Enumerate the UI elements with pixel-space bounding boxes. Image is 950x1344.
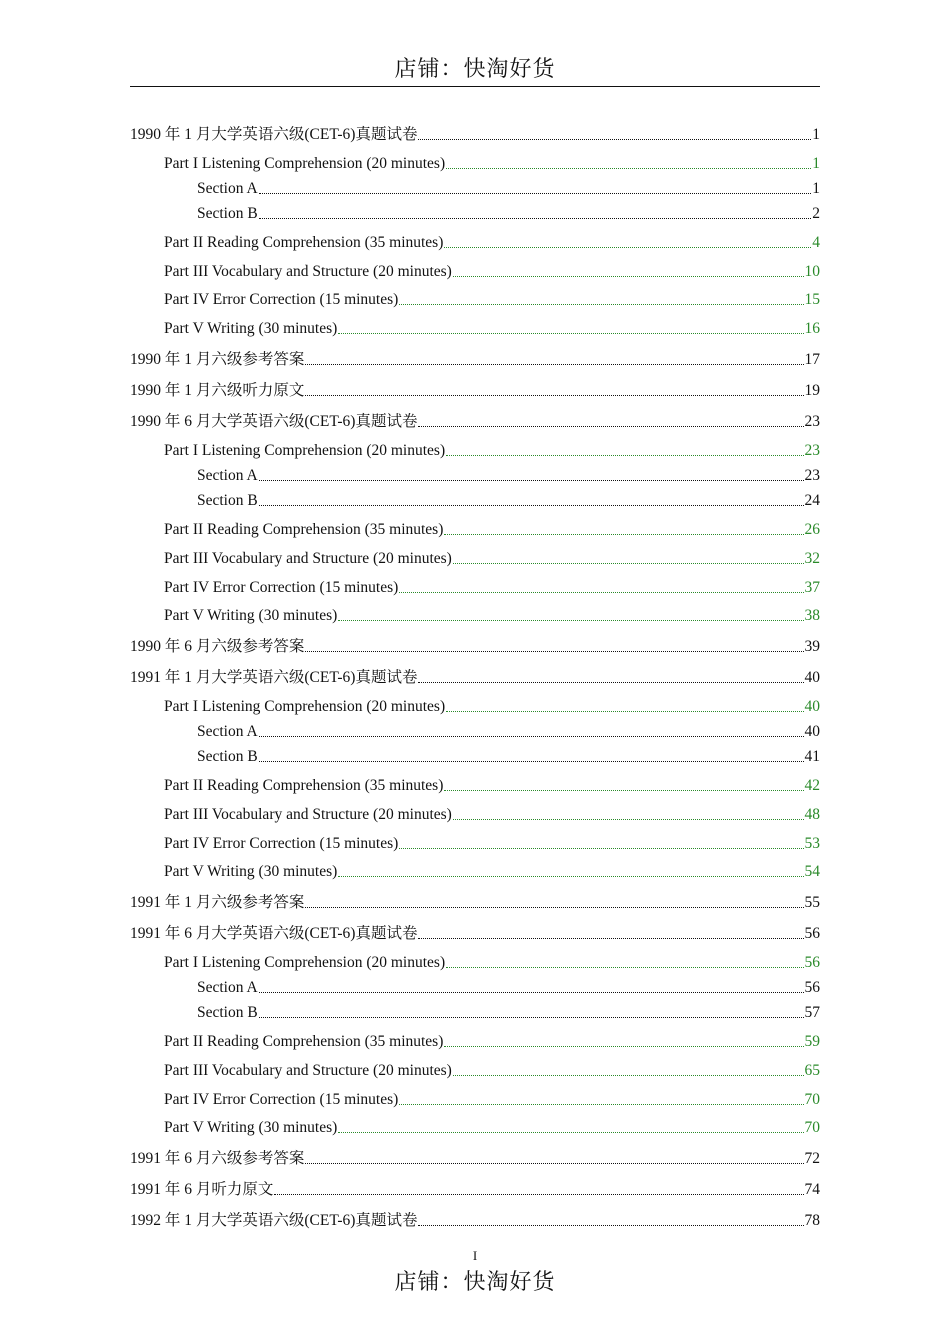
toc-entry-page: 78 <box>804 1212 820 1230</box>
toc-entry[interactable] <box>130 632 820 656</box>
toc-entry-title: Section A <box>197 979 258 997</box>
toc-dot-leader <box>259 1017 804 1018</box>
toc-entry-page: 24 <box>804 492 820 510</box>
toc-entry[interactable] <box>130 228 820 252</box>
toc-entry-title: 1990 年 6 月大学英语六级(CET-6)真题试卷 <box>130 413 418 431</box>
toc-entry-page: 56 <box>804 925 820 943</box>
toc-dot-leader <box>444 1046 803 1047</box>
header-rule <box>130 86 820 87</box>
toc-entry-title: Section B <box>197 748 258 766</box>
toc-entry-page: 57 <box>804 1004 820 1022</box>
toc-dot-leader <box>418 139 811 140</box>
toc-entry[interactable] <box>130 663 820 687</box>
toc-dot-leader <box>305 1163 803 1164</box>
toc-entry-title: Section B <box>197 1004 258 1022</box>
toc-entry-title: 1991 年 1 月六级参考答案 <box>130 894 305 912</box>
toc-dot-leader <box>305 395 803 396</box>
toc-entry-page: 59 <box>804 1033 820 1051</box>
toc-entry-page: 23 <box>804 413 820 431</box>
toc-entry[interactable] <box>130 174 820 198</box>
toc-entry-title: 1990 年 1 月大学英语六级(CET-6)真题试卷 <box>130 126 418 143</box>
toc-entry[interactable] <box>130 314 820 338</box>
toc-entry[interactable] <box>130 1113 820 1137</box>
toc-entry-title: Part III Vocabulary and Structure (20 minutes) <box>164 549 452 567</box>
toc-entry[interactable] <box>130 601 820 625</box>
toc-dot-leader <box>259 761 804 762</box>
toc-entry[interactable] <box>130 1027 820 1051</box>
toc-entry[interactable] <box>130 376 820 400</box>
toc-entry[interactable] <box>130 948 820 972</box>
toc-entry-page: 16 <box>804 320 820 338</box>
toc-entry-title: Part V Writing (30 minutes) <box>164 320 338 338</box>
toc-entry-page: 40 <box>804 669 820 687</box>
toc-entry-page: 53 <box>804 834 820 852</box>
toc-entry-title: Part IV Error Correction (15 minutes) <box>164 1090 399 1108</box>
toc-entry[interactable] <box>130 345 820 369</box>
toc-entry[interactable] <box>130 1056 820 1080</box>
toc-entry-title: Section A <box>197 180 258 197</box>
toc-dot-leader <box>418 938 803 939</box>
toc-entry[interactable] <box>130 973 820 997</box>
toc-dot-leader <box>305 651 803 652</box>
toc-entry[interactable] <box>130 149 820 173</box>
toc-entry-page: 1 <box>812 126 820 143</box>
toc-dot-leader <box>259 505 804 506</box>
toc-entry[interactable] <box>130 515 820 539</box>
toc-dot-leader <box>274 1194 803 1195</box>
toc-entry-title: Part II Reading Comprehension (35 minutes) <box>164 234 444 251</box>
toc-entry-page: 19 <box>804 382 820 400</box>
toc-entry[interactable] <box>130 1175 820 1199</box>
toc-entry[interactable] <box>130 544 820 568</box>
toc-entry[interactable] <box>130 573 820 597</box>
toc-dot-leader <box>338 620 803 621</box>
toc-entry[interactable] <box>130 407 820 431</box>
toc-dot-leader <box>444 534 803 535</box>
toc-entry[interactable] <box>130 436 820 460</box>
toc-dot-leader <box>259 480 804 481</box>
toc-entry[interactable] <box>130 120 820 144</box>
toc-entry-page: 40 <box>804 723 820 741</box>
toc-entry-page: 72 <box>804 1150 820 1168</box>
toc-dot-leader <box>453 276 804 277</box>
toc-entry[interactable] <box>130 1144 820 1168</box>
toc-entry-page: 56 <box>804 954 820 972</box>
toc-entry[interactable] <box>130 692 820 716</box>
toc-entry-page: 70 <box>804 1090 820 1108</box>
toc-entry-page: 39 <box>804 638 820 656</box>
toc-dot-leader <box>418 1225 803 1226</box>
toc-entry-page: 15 <box>804 291 820 309</box>
toc-entry-title: 1991 年 6 月六级参考答案 <box>130 1150 305 1168</box>
toc-entry-page: 1 <box>812 155 820 172</box>
toc-entry-page: 74 <box>804 1181 820 1199</box>
toc-entry[interactable] <box>130 257 820 281</box>
toc-entry-title: 1990 年 6 月六级参考答案 <box>130 638 305 656</box>
page-footer: 店铺：快淘好货 <box>394 1269 556 1294</box>
toc-dot-leader <box>418 426 803 427</box>
toc-entry-title: Part I Listening Comprehension (20 minutes) <box>164 155 446 172</box>
toc-entry[interactable] <box>130 919 820 943</box>
toc-entry-title: Section B <box>197 492 258 510</box>
toc-entry-page: 56 <box>804 979 820 997</box>
toc-dot-leader <box>453 1075 804 1076</box>
toc-entry-title: 1990 年 1 月六级参考答案 <box>130 351 305 369</box>
toc-entry[interactable] <box>130 771 820 795</box>
toc-dot-leader <box>446 711 803 712</box>
toc-entry-title: Part V Writing (30 minutes) <box>164 863 338 881</box>
toc-dot-leader <box>446 455 803 456</box>
toc-entry-title: Part V Writing (30 minutes) <box>164 607 338 625</box>
toc-entry-title: 1991 年 6 月听力原文 <box>130 1181 274 1199</box>
toc-entry-title: Part IV Error Correction (15 minutes) <box>164 291 399 309</box>
toc-entry-page: 41 <box>804 748 820 766</box>
toc-entry-page: 32 <box>804 549 820 567</box>
toc-entry-title: 1990 年 1 月六级听力原文 <box>130 382 305 400</box>
toc-entry-page: 2 <box>812 205 820 222</box>
toc-entry-title: Section A <box>197 723 258 741</box>
toc-dot-leader <box>338 1132 803 1133</box>
toc-entry-title: Part III Vocabulary and Structure (20 minutes) <box>164 1062 452 1079</box>
toc-entry-title: Part II Reading Comprehension (35 minutes) <box>164 777 444 795</box>
toc-dot-leader <box>305 364 803 365</box>
toc-entry-page: 17 <box>804 351 820 369</box>
toc-entry-page: 37 <box>804 578 820 596</box>
toc-dot-leader <box>259 193 812 194</box>
toc-dot-leader <box>305 907 803 908</box>
toc-entry-title: Part I Listening Comprehension (20 minutes) <box>164 954 446 972</box>
toc-entry-page: 70 <box>804 1119 820 1137</box>
toc-entry-title: Part IV Error Correction (15 minutes) <box>164 834 399 852</box>
page-header: 店铺：快淘好货 <box>394 56 556 81</box>
toc-entry-page: 65 <box>804 1062 820 1079</box>
toc-entry[interactable] <box>130 461 820 485</box>
toc-entry-title: 1992 年 1 月大学英语六级(CET-6)真题试卷 <box>130 1212 418 1230</box>
toc-dot-leader <box>259 736 804 737</box>
toc-entry-page: 23 <box>804 467 820 485</box>
toc-dot-leader <box>444 247 811 248</box>
toc-dot-leader <box>446 168 811 169</box>
toc-entry-page: 1 <box>812 180 820 197</box>
toc-entry-title: Part II Reading Comprehension (35 minutes) <box>164 521 444 539</box>
toc-entry[interactable] <box>130 1206 820 1230</box>
toc-entry-page: 23 <box>804 442 820 460</box>
toc-dot-leader <box>444 790 803 791</box>
toc-entry-title: 1991 年 6 月大学英语六级(CET-6)真题试卷 <box>130 925 418 943</box>
toc-dot-leader <box>259 992 804 993</box>
toc-entry-title: Part I Listening Comprehension (20 minutes) <box>164 698 446 716</box>
toc-dot-leader <box>446 967 803 968</box>
toc-entry-page: 38 <box>804 607 820 625</box>
toc-entry[interactable] <box>130 486 820 510</box>
toc-entry-page: 26 <box>804 521 820 539</box>
toc-entry-title: Part I Listening Comprehension (20 minutes) <box>164 442 446 460</box>
toc-entry[interactable] <box>130 998 820 1022</box>
toc-entry-title: Part III Vocabulary and Structure (20 minutes) <box>164 805 452 823</box>
toc-entry-page: 40 <box>804 698 820 716</box>
toc-entry-page: 4 <box>812 234 820 251</box>
toc-entry-title: Part II Reading Comprehension (35 minutes) <box>164 1033 444 1051</box>
toc-entry-page: 42 <box>804 777 820 795</box>
page-number: I <box>472 1248 478 1263</box>
toc-entry-page: 54 <box>804 863 820 881</box>
toc-entry[interactable] <box>130 285 820 309</box>
toc-dot-leader <box>399 304 803 305</box>
toc-dot-leader <box>338 333 803 334</box>
toc-entry-title: Part IV Error Correction (15 minutes) <box>164 578 399 596</box>
toc-dot-leader <box>338 876 803 877</box>
toc-entry-page: 55 <box>804 894 820 912</box>
toc-entry-page: 48 <box>804 805 820 823</box>
toc-entry[interactable] <box>130 800 820 824</box>
toc-dot-leader <box>399 1104 803 1105</box>
toc-entry[interactable] <box>130 199 820 223</box>
toc-dot-leader <box>453 563 804 564</box>
toc-dot-leader <box>418 682 803 683</box>
toc-entry[interactable] <box>130 857 820 881</box>
toc-dot-leader <box>399 848 803 849</box>
toc-entry[interactable] <box>130 717 820 741</box>
toc-entry[interactable] <box>130 829 820 853</box>
toc-dot-leader <box>399 592 803 593</box>
toc-entry-title: Part III Vocabulary and Structure (20 minutes) <box>164 262 452 280</box>
toc-entry-title: 1991 年 1 月大学英语六级(CET-6)真题试卷 <box>130 669 418 687</box>
toc-entry[interactable] <box>130 888 820 912</box>
toc-dot-leader <box>259 218 812 219</box>
toc-entry-title: Section A <box>197 467 258 485</box>
toc-entry-title: Part V Writing (30 minutes) <box>164 1119 338 1137</box>
toc-dot-leader <box>453 819 804 820</box>
toc-entry[interactable] <box>130 1085 820 1109</box>
toc-entry-title: Section B <box>197 205 258 222</box>
toc-entry[interactable] <box>130 742 820 766</box>
toc-entry-page: 10 <box>804 262 820 280</box>
